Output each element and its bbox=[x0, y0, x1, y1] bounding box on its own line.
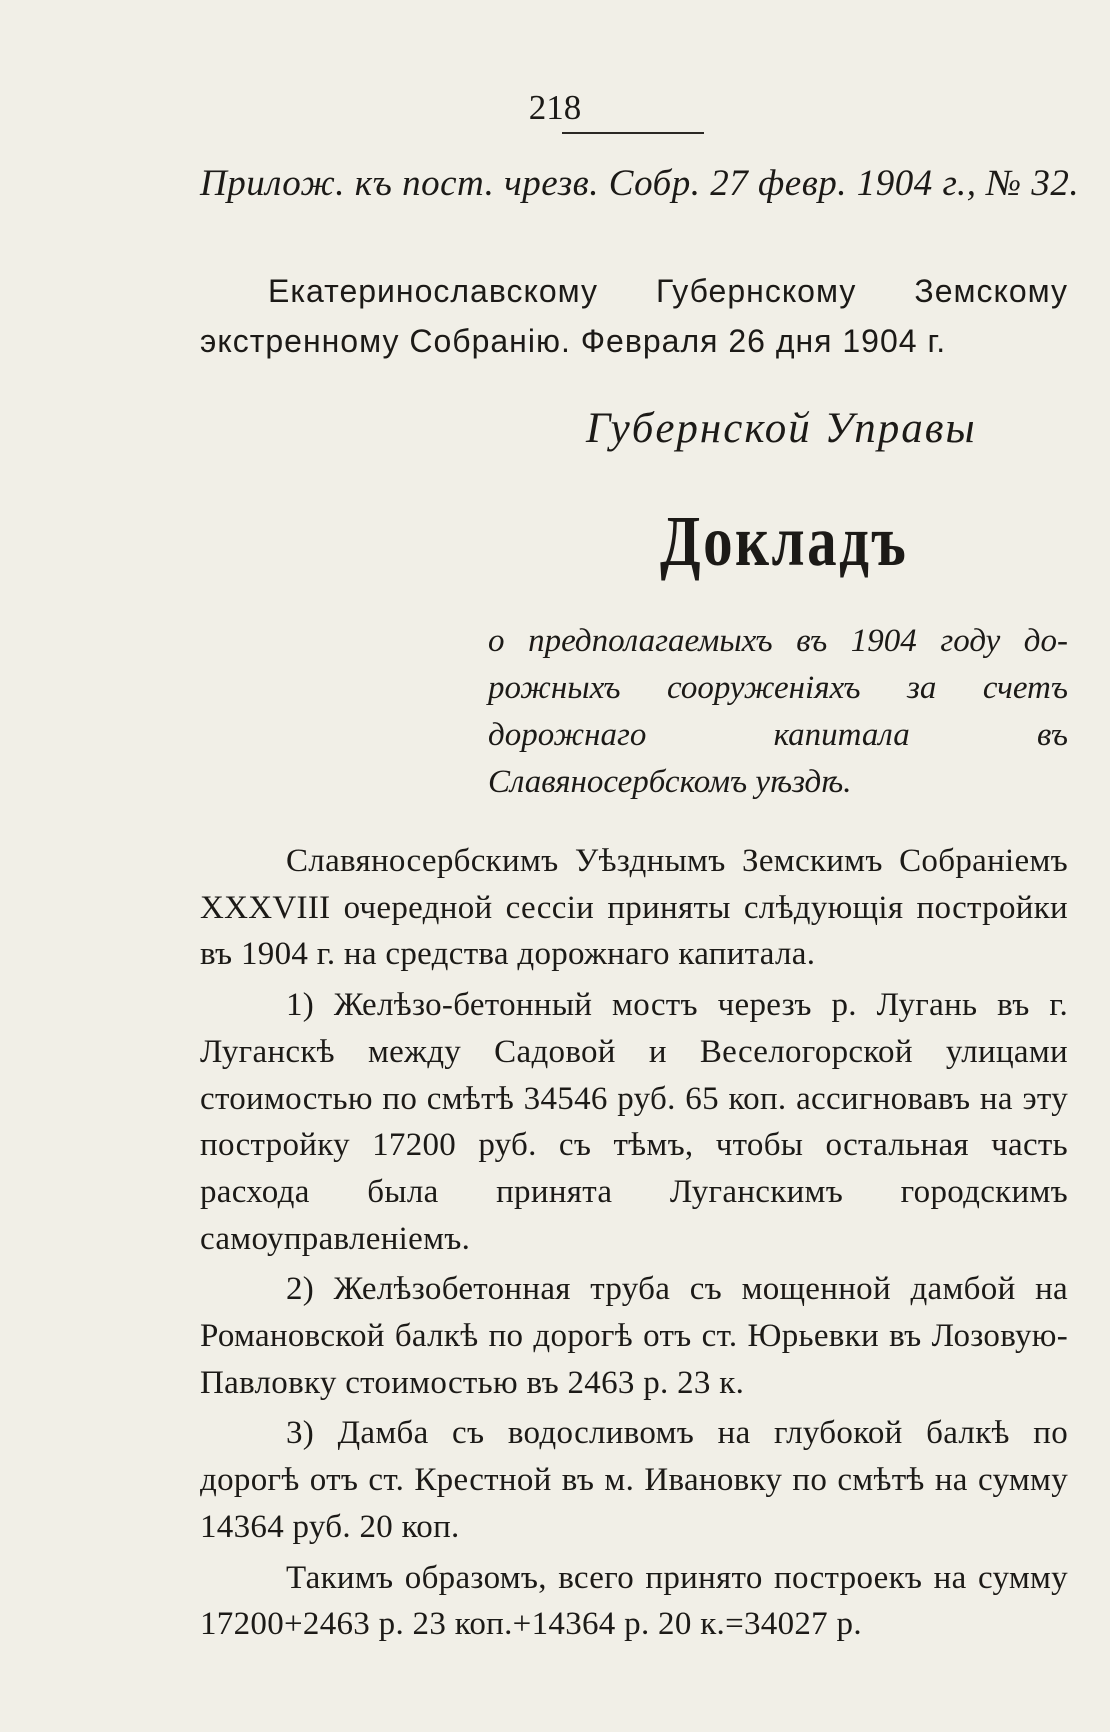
page-number: 218 bbox=[528, 88, 582, 127]
report-subject: о предполагаемыхъ въ 1904 году дорожныхъ сооруженіяхъ за счетъ дорожнаго капитала въ Славяносербскомъ уѣздѣ. bbox=[488, 623, 1068, 800]
addressee-block bbox=[200, 266, 1068, 366]
body-paragraph-total: Такимъ образомъ, всего принято построекъ на сумму 17200+2463 р. 23 коп.+14364 р. 20 к.=34027 р. bbox=[200, 1559, 1068, 1643]
addressee-line-2: экстренному Собранію. Февраля 26 дня 1904 г. bbox=[200, 323, 947, 359]
report-title: Докладъ bbox=[660, 501, 909, 581]
addressee-line-1: Екатеринославскому Губернскому Земскому bbox=[268, 273, 1068, 309]
body-item-3: 3) Дамба съ водосливомъ на глубокой балкѣ по дорогѣ отъ ст. Крестной въ м. Ивановку по смѣтѣ на сумму 14364 руб. 20 коп. bbox=[200, 1415, 1068, 1545]
body-paragraph-intro: Славяносербскимъ Уѣзднымъ Земскимъ Собраніемъ XXXVIII очередной сессіи приняты слѣдующія постройки въ 1904 г. на средства дорожнаго капитала. bbox=[200, 843, 1068, 973]
body-item-1: 1) Желѣзо-бетонный мостъ черезъ р. Лугань въ г. Луганскѣ между Садовой и Веселогорской улицами стоимостью по смѣтѣ 34546 руб. 65 коп. ассигновавъ на эту постройку 17200 руб. съ тѣмъ, чтобы остальная часть расхода была принята Луганскимъ городскимъ самоуправленіемъ. bbox=[200, 987, 1068, 1257]
page-number-rule bbox=[562, 132, 704, 134]
report-body bbox=[200, 838, 1068, 1648]
appendix-reference: Прилож. къ пост. чрезв. Собр. 27 февр. 1904 г., № 32. bbox=[200, 163, 1080, 204]
body-item-2: 2) Желѣзобетонная труба съ мощенной дамбой на Романовской балкѣ по дорогѣ отъ ст. Юрьевки въ Лозовую-Павловку стоимостью въ 2463 р. 23 к. bbox=[200, 1271, 1068, 1401]
board-heading: Губернской Управы bbox=[586, 405, 977, 452]
